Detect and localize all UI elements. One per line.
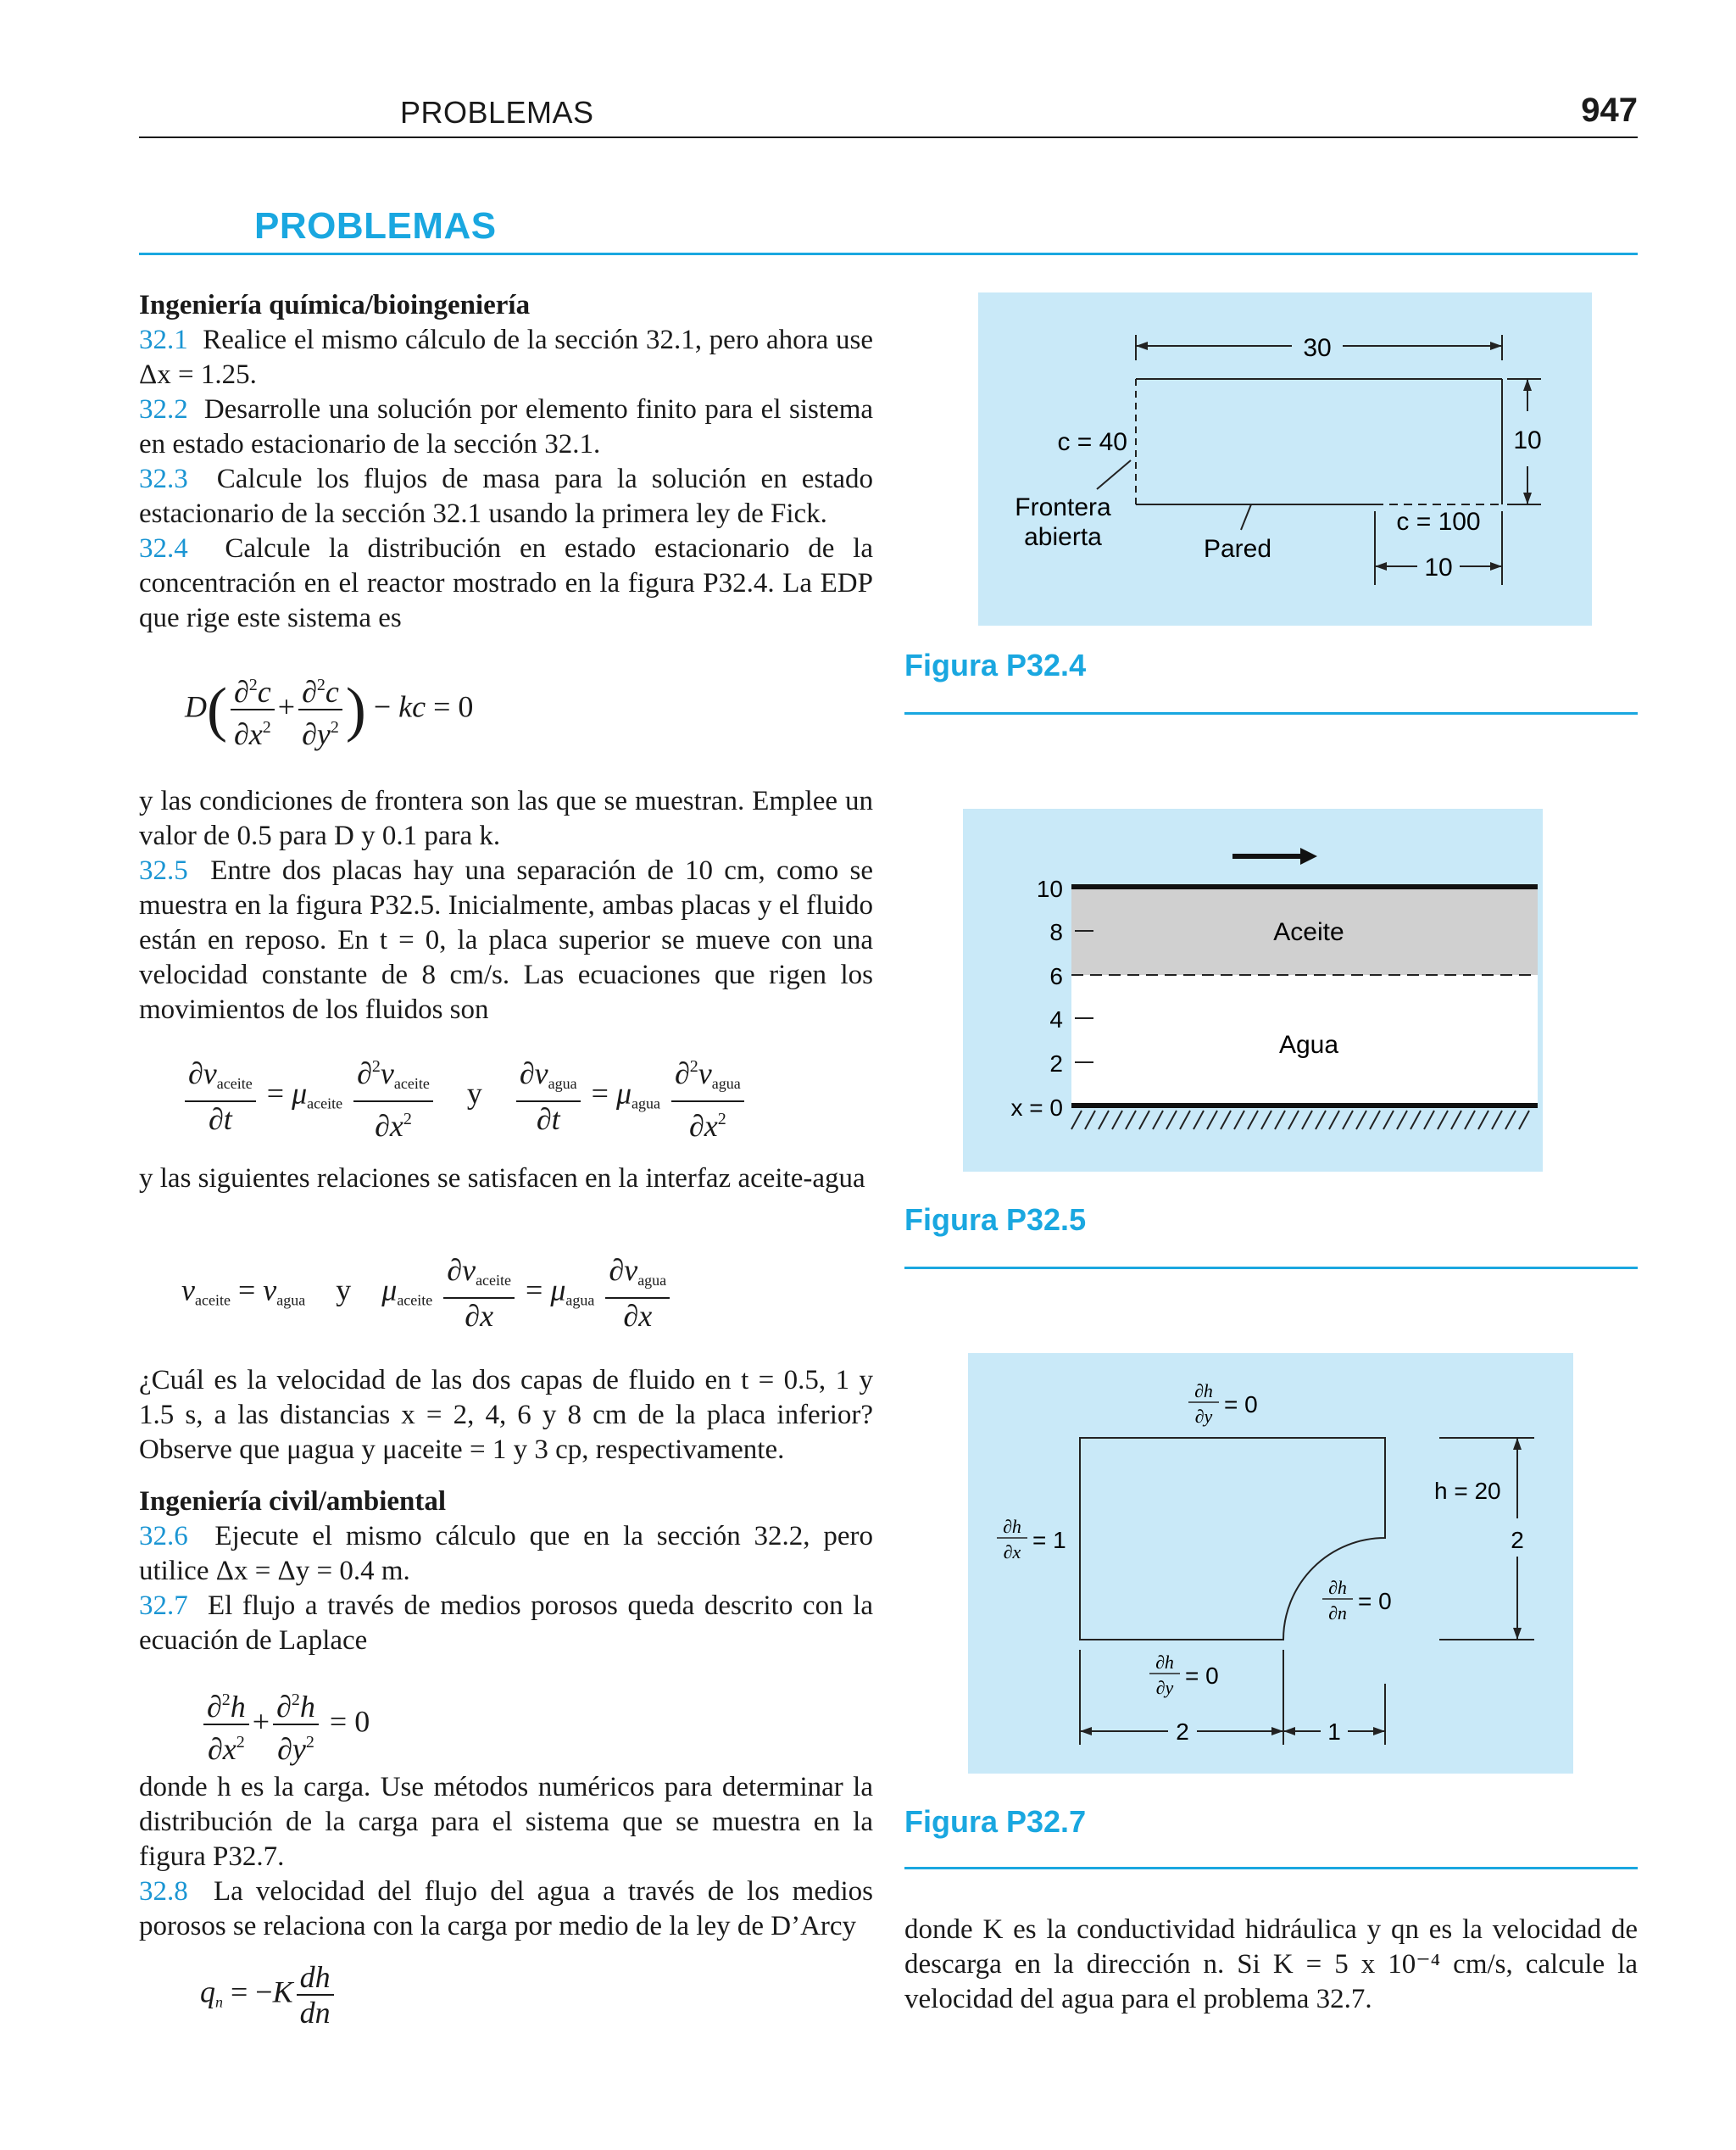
problem-32-6: 32.6 Ejecute el mismo cálculo que en la sección 32.2, pero utilice Δx = Δy = 0.4 m. [139, 1521, 873, 1586]
problem-32-5-end: ¿Cuál es la velocidad de las dos capas de fluido en t = 0.5, 1 y 1.5 s, a las distancias x = 2, 4, 6 y 8 cm de la placa inferior? Observe que μagua y μaceite = 1 y 3 cp, respectivamente. [139, 1365, 873, 1465]
svg-text:∂h: ∂h [1328, 1577, 1347, 1598]
figure-p32-7-diagram [968, 1353, 1573, 1774]
left-column-5 [139, 1770, 873, 1944]
fig327-left-bc: = 1 [1032, 1527, 1066, 1553]
header-rule [139, 136, 1638, 138]
problem-32-4-after: y las condiciones de frontera son las que se muestran. Emplee un valor de 0.5 para D y 0.1 para k. [139, 786, 873, 851]
problem-32-3: 32.3 Calcule los flujos de masa para la solución en estado estacionario de la sección 32.1 usando la primera ley de Fick. [139, 464, 874, 529]
left-column-4 [139, 1363, 873, 1658]
problem-32-7-after: donde h es la carga. Use métodos numéricos para determinar la distribución de la carga para el sistema que se muestra en la figura P32.7. [139, 1772, 873, 1872]
problem-32-1: 32.1 Realice el mismo cálculo de la sección 32.1, pero ahora use Δx = 1.25. [139, 325, 874, 390]
equation-laplace: $\frac{\partial^2h}{\partial x^2}$ + $\frac{\partial^2h}{\partial y^2}$ = 0 [200, 1683, 370, 1766]
fig325-tick-8: 8 [1049, 919, 1063, 945]
fig327-right-bc: h = 20 [1434, 1478, 1501, 1504]
svg-text:∂h: ∂h [1003, 1516, 1021, 1537]
svg-text:∂y: ∂y [1155, 1677, 1174, 1698]
fig327-curve-bc: = 0 [1358, 1588, 1392, 1614]
problem-32-8-continuation: donde K es la conductividad hidráulica y qn es la velocidad de descarga en la dirección n. Si K = 5 x 10⁻⁴ cm/s, calcule la velocidad del agua para el problema 32.7. [904, 1914, 1638, 2014]
fig324-left-bc: c = 40 [1057, 428, 1127, 456]
figure-p32-7 [968, 1353, 1573, 1774]
fig324-bottom-dim: 10 [1424, 554, 1453, 582]
left-column [139, 288, 873, 636]
subhead-chem: Ingeniería química/bioingeniería [139, 290, 531, 320]
fig327-height-dim: 2 [1511, 1527, 1524, 1553]
figure-p32-5-label: Figura P32.5 [904, 1202, 1087, 1237]
svg-text:∂x: ∂x [1003, 1541, 1021, 1562]
section-title: PROBLEMAS [254, 205, 497, 247]
figure-p32-7-rule [904, 1867, 1638, 1869]
fig325-water-label: Agua [1278, 1031, 1339, 1059]
fig325-tick-2: 2 [1049, 1050, 1063, 1077]
figure-p32-4-rule [904, 712, 1638, 715]
figure-p32-4-diagram [978, 292, 1592, 626]
fig325-tick-10: 10 [1036, 876, 1063, 902]
figure-p32-4 [978, 292, 1592, 626]
fig325-tick-0: x = 0 [1010, 1094, 1063, 1121]
figure-p32-5-rule [904, 1267, 1638, 1269]
svg-text:∂y: ∂y [1194, 1406, 1213, 1427]
spacer [139, 1468, 873, 1484]
svg-text:∂n: ∂n [1328, 1602, 1347, 1624]
problem-32-2: 32.2 Desarrolle una solución por elemento finito para el sistema en estado estacionario de la sección 32.1. [139, 394, 874, 460]
subhead-civil: Ingeniería civil/ambiental [139, 1486, 447, 1517]
fig327-bottom-dim-right: 1 [1327, 1718, 1341, 1745]
figure-p32-5-diagram [963, 809, 1543, 1172]
fig325-oil-label: Aceite [1273, 918, 1344, 946]
fig324-wall-label: Pared [1203, 535, 1272, 563]
fig327-top-bc: = 0 [1224, 1391, 1258, 1418]
figure-p32-5 [963, 809, 1543, 1172]
equation-32-5-interface: $v_{aceite} = v_{agua}$ y $\mu_{aceite}$ $\frac{\partial v_{aceite}}{\partial x}$ = $\mu_{agua}$ $\frac{\partial v_{agua}}{\partial x}$ [181, 1253, 673, 1333]
problem-32-5-mid: y las siguientes relaciones se satisfacen en la interfaz aceite-agua [139, 1163, 865, 1194]
equation-32-4: D( $\frac{\partial^2c}{\partial x^2}$ + $\frac{\partial^2c}{\partial y^2}$ ) − kc = 0 [185, 668, 473, 751]
left-column-2 [139, 784, 873, 1028]
fig327-bottom-bc: = 0 [1185, 1663, 1219, 1689]
section-rule [139, 253, 1638, 255]
fig325-tick-4: 4 [1049, 1006, 1063, 1033]
equation-32-5-governing: $\frac{\partial v_{aceite}}{\partial t}$ = $\mu_{aceite}$ $\frac{\partial^2v_{aceite}}{\partial x^2}$ y $\frac{\partial v_{agua}}{\partial t}$ = $\mu_{agua}$ $\frac{\partial^2v_{agua}}{\partial x^2}$ [181, 1050, 748, 1143]
fig324-right-bc: c = 100 [1396, 508, 1481, 536]
running-title: PROBLEMAS [400, 95, 594, 130]
equation-darcy: $q_n = -K$ $\frac{dh}{dn}$ [200, 1960, 337, 2030]
fig324-height-label: 10 [1513, 426, 1542, 454]
fig324-open-label-1: Frontera [1015, 493, 1111, 521]
problem-32-8: 32.8 La velocidad del flujo del agua a través de los medios porosos se relaciona con la carga por medio de la ley de D’Arcy [139, 1876, 873, 1941]
svg-text:∂h: ∂h [1194, 1380, 1213, 1401]
figure-p32-4-label: Figura P32.4 [904, 648, 1087, 682]
problem-32-7: 32.7 El flujo a través de medios porosos queda descrito con la ecuación de Laplace [139, 1590, 873, 1656]
page-number: 947 [1581, 92, 1638, 129]
fig324-open-label-2: abierta [1024, 523, 1102, 551]
problem-32-5: 32.5 Entre dos placas hay una separación de 10 cm, como se muestra en la figura P32.5. Inicialmente, ambas placas y el fluido están en reposo. En t = 0, la placa superior se mueve con una velocidad constante de 8 cm/s. Las ecuaciones que rigen los movimientos de los fluidos son [139, 855, 874, 1025]
figure-p32-7-label: Figura P32.7 [904, 1804, 1087, 1839]
svg-text:∂h: ∂h [1155, 1651, 1174, 1673]
left-column-3 [139, 1161, 873, 1196]
fig327-bottom-dim-left: 2 [1176, 1718, 1189, 1745]
fig324-width-label: 30 [1303, 334, 1332, 362]
fig325-tick-6: 6 [1049, 963, 1063, 989]
right-column-text [904, 1913, 1638, 2017]
problem-32-4: 32.4 Calcule la distribución en estado estacionario de la concentración en el reactor mostrado en la figura P32.4. La EDP que rige este sistema es [139, 533, 873, 633]
